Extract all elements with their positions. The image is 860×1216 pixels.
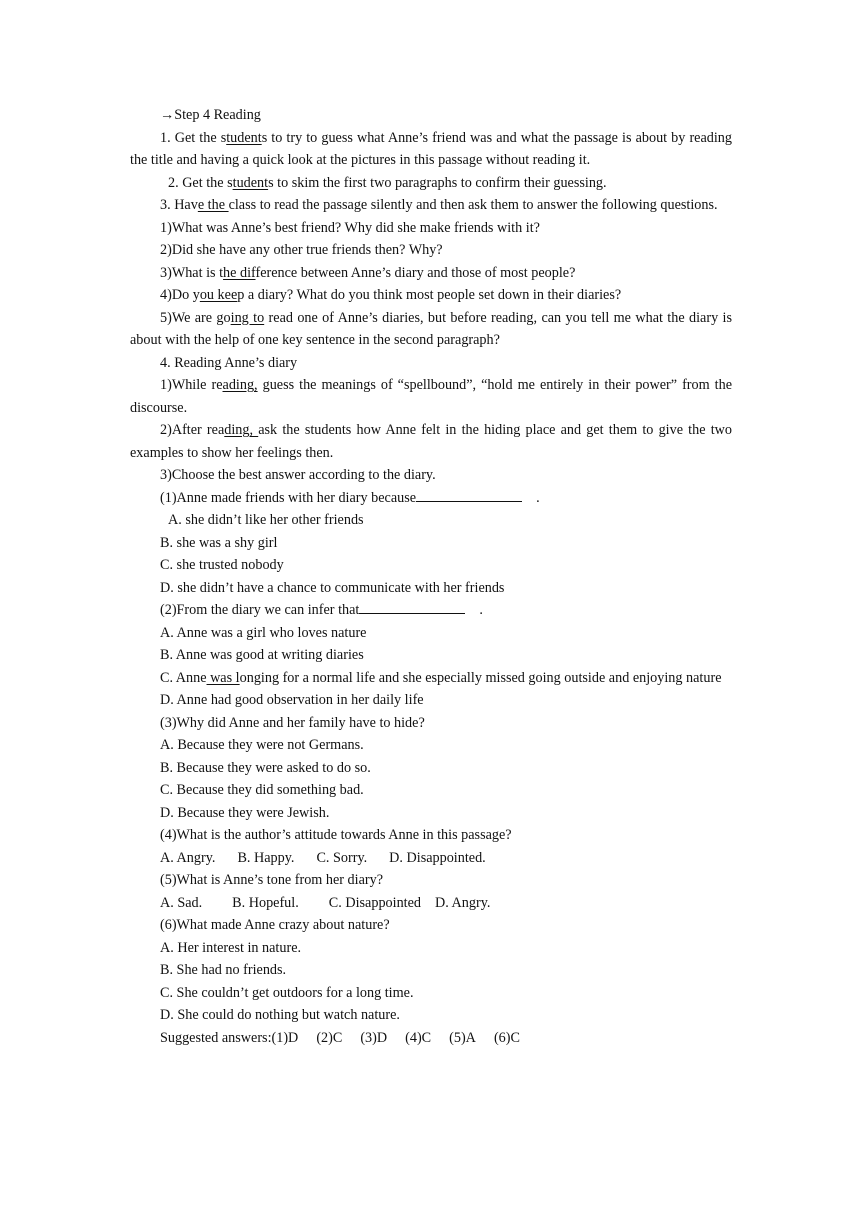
mc3-stem: (3)Why did Anne and her family have to hide? bbox=[160, 714, 425, 731]
instruction-3 bbox=[130, 194, 732, 217]
answer-blank bbox=[416, 487, 522, 502]
step-title: →Step 4 Reading bbox=[160, 107, 261, 123]
mc6-stem: (6)What made Anne crazy about nature? bbox=[160, 917, 390, 933]
mc4-options bbox=[130, 847, 732, 870]
question-1: 1)What was Anne’s best friend? Why did she make friends with it? bbox=[160, 219, 540, 236]
suggested-answers-label: Suggested answers: bbox=[160, 1029, 272, 1046]
question-5 bbox=[130, 307, 732, 352]
mc3-option-c: C. Because they did something bad. bbox=[160, 782, 364, 798]
instruction-1-text-start: 1. Get the s bbox=[160, 129, 227, 146]
mc4-option-b: B. Happy. bbox=[237, 849, 295, 866]
answer-1: (1)D bbox=[271, 1029, 299, 1046]
reading-task-1-text-start: 1)While re bbox=[160, 377, 223, 393]
question-3 bbox=[130, 262, 732, 285]
mc1-option-b: B. she was a shy girl bbox=[160, 534, 278, 551]
reading-task-2-text-end: ask the students how Anne felt in the hiding place and get them to give the two examples to show her feelings then. bbox=[130, 422, 732, 461]
mc4-option-a: A. Angry. bbox=[160, 849, 216, 866]
reading-title: 4. Reading Anne’s diary bbox=[160, 354, 298, 371]
question-4-underlined: ou kee bbox=[199, 287, 238, 303]
mc2-stem bbox=[130, 599, 732, 622]
mc2-option-c-text-end: onging for a normal life and she especially missed going outside and enjoying nature bbox=[239, 669, 722, 686]
answer-2: (2)C bbox=[316, 1029, 343, 1046]
question-5-text-start: 5)We are go bbox=[160, 309, 231, 326]
reading-task-2 bbox=[130, 419, 732, 464]
mc5-option-a: A. Sad. bbox=[160, 894, 203, 911]
mc2-option-c bbox=[130, 667, 732, 690]
answer-3: (3)D bbox=[360, 1029, 388, 1046]
mc6-option-a: A. Her interest in nature. bbox=[160, 939, 302, 956]
document-page bbox=[130, 104, 732, 1049]
suggested-answers bbox=[130, 1027, 732, 1050]
mc2-option-c-text-start: C. Anne bbox=[160, 669, 207, 686]
mc2-stem-text: (2)From the diary we can infer that bbox=[160, 602, 360, 618]
answer-5: (5)A bbox=[449, 1029, 476, 1046]
instruction-2-text-start: 2. Get the s bbox=[168, 174, 233, 191]
question-4-text-end: p a diary? What do you think most people set down in their diaries? bbox=[237, 287, 622, 303]
instruction-1 bbox=[130, 127, 732, 172]
instruction-3-underlined: e the bbox=[197, 197, 229, 213]
question-3-text-end: ference between Anne’s diary and those of most people? bbox=[255, 264, 576, 281]
mc1-option-d: D. she didn’t have a chance to communicate with her friends bbox=[160, 579, 505, 596]
mc1-option-a: A. she didn’t like her other friends bbox=[168, 512, 364, 528]
answer-blank bbox=[359, 599, 465, 614]
question-4 bbox=[130, 284, 732, 307]
question-2: 2)Did she have any other true friends then? Why? bbox=[160, 242, 443, 258]
reading-task-1-text-end: guess the meanings of “spellbound”, “hold me entirely in their power” from the discourse. bbox=[130, 377, 732, 416]
mc2-stem-period: . bbox=[479, 602, 483, 618]
question-5-text-end: read one of Anne’s diaries, but before reading, can you tell me what the diary is about with the help of one key sentence in the second paragraph? bbox=[130, 309, 732, 348]
mc4-option-d: D. Disappointed. bbox=[389, 849, 486, 866]
instruction-2-text-end: s to skim the first two paragraphs to confirm their guessing. bbox=[268, 174, 607, 191]
mc5-stem: (5)What is Anne’s tone from her diary? bbox=[160, 872, 383, 888]
mc3-option-d: D. Because they were Jewish. bbox=[160, 804, 330, 821]
question-4-text-start: 4)Do y bbox=[160, 287, 200, 303]
mc2-option-c-underlined: was l bbox=[206, 669, 240, 686]
mc1-stem-text: (1)Anne made friends with her diary because bbox=[160, 489, 417, 506]
mc1-stem bbox=[130, 487, 732, 510]
reading-task-1 bbox=[130, 374, 732, 419]
answer-4: (4)C bbox=[405, 1029, 432, 1046]
mc5-option-b: B. Hopeful. bbox=[232, 894, 299, 911]
answer-6: (6)C bbox=[493, 1029, 520, 1046]
reading-task-1-underlined: ading, bbox=[222, 377, 258, 393]
mc5-options bbox=[130, 892, 732, 915]
mc3-option-b: B. Because they were asked to do so. bbox=[160, 759, 371, 776]
instruction-1-underlined: tudent bbox=[226, 129, 262, 146]
instruction-3-text-end: class to read the passage silently and then ask them to answer the following questions. bbox=[228, 197, 718, 213]
instruction-1-text-end: s to try to guess what Anne’s friend was and what the passage is about by reading the title and having a quick look at the pictures in this passage without reading it. bbox=[130, 129, 732, 168]
instruction-2 bbox=[130, 172, 732, 195]
mc2-option-a: A. Anne was a girl who loves nature bbox=[160, 624, 367, 641]
reading-task-2-underlined: ding, bbox=[224, 422, 259, 438]
mc4-stem: (4)What is the author’s attitude towards Anne in this passage? bbox=[160, 827, 512, 843]
mc2-option-d: D. Anne had good observation in her daily life bbox=[160, 692, 424, 708]
mc1-stem-period: . bbox=[536, 489, 540, 506]
mc2-option-b: B. Anne was good at writing diaries bbox=[160, 647, 364, 663]
mc4-option-c: C. Sorry. bbox=[316, 849, 368, 866]
mc6-option-d: D. She could do nothing but watch nature. bbox=[160, 1007, 400, 1023]
question-5-underlined: ing to bbox=[230, 309, 265, 326]
mc3-option-a: A. Because they were not Germans. bbox=[160, 737, 364, 753]
question-3-underlined: he dif bbox=[223, 264, 256, 281]
question-3-text-start: 3)What is t bbox=[160, 264, 224, 281]
mc1-option-c: C. she trusted nobody bbox=[160, 557, 284, 573]
reading-task-3: 3)Choose the best answer according to the diary. bbox=[160, 467, 436, 483]
mc5-option-d: D. Angry. bbox=[435, 894, 491, 911]
mc6-option-b: B. She had no friends. bbox=[160, 962, 287, 978]
mc5-option-c: C. Disappointed bbox=[328, 894, 421, 911]
reading-task-2-text-start: 2)After rea bbox=[160, 422, 225, 438]
instruction-3-text-start: 3. Hav bbox=[160, 197, 198, 213]
mc6-option-c: C. She couldn’t get outdoors for a long time. bbox=[160, 984, 414, 1001]
instruction-2-underlined: tudent bbox=[232, 174, 269, 191]
